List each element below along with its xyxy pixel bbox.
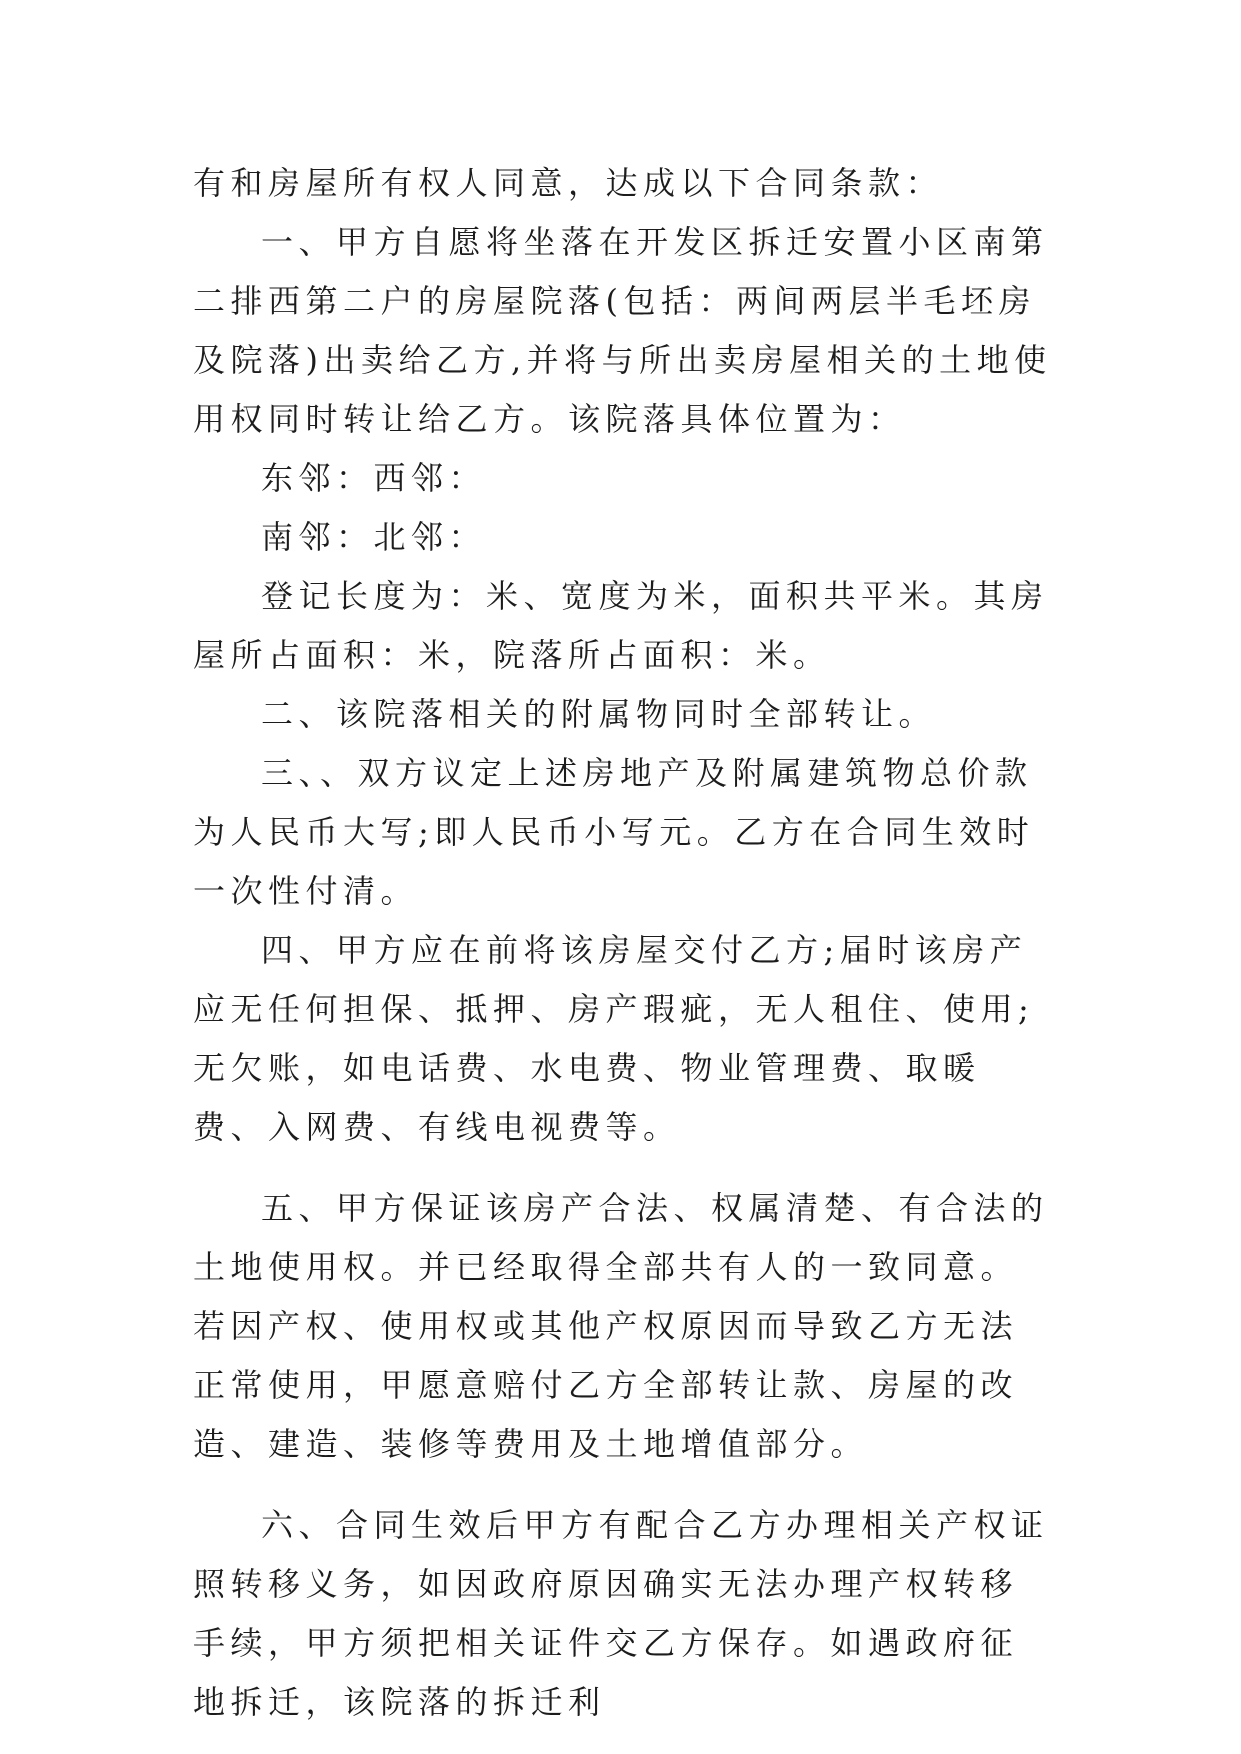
paragraph-spacer	[193, 1157, 1053, 1179]
paragraph-clause-1: 一、甲方自愿将坐落在开发区拆迁安置小区南第二排西第二户的房屋院落(包括：两间两层半毛坯房及院落)出卖给乙方,并将与所出卖房屋相关的土地使用权同时转让给乙方。该院落具体位置为：	[193, 223, 1052, 438]
paragraph-intro: 有和房屋所有权人同意，达成以下合同条款：	[193, 164, 944, 202]
paragraph-clause-2: 二、该院落相关的附属物同时全部转让。	[261, 695, 937, 733]
paragraph-clause-4: 四、甲方应在前将该房屋交付乙方;届时该房产应无任何担保、抵押、房产瑕疵，无人租住、使用;无欠账，如电话费、水电费、物业管理费、取暖费、入网费、有线电视费等。	[193, 931, 1035, 1146]
paragraph-clause-3: 三、、双方议定上述房地产及附属建筑物总价款为人民币大写;即人民币小写元。乙方在合同生效时一次性付清。	[193, 754, 1035, 910]
document-body	[193, 154, 1053, 1732]
paragraph-east-west-neighbors: 东邻：西邻：	[261, 459, 487, 497]
paragraph-south-north-neighbors: 南邻：北邻：	[261, 518, 487, 556]
paragraph-spacer	[193, 1474, 1053, 1496]
paragraph-dimensions: 登记长度为：米、宽度为米，面积共平米。其房屋所占面积：米，院落所占面积：米。	[193, 577, 1049, 674]
paragraph-clause-5: 五、甲方保证该房产合法、权属清楚、有合法的土地使用权。并已经取得全部共有人的一致同意。若因产权、使用权或其他产权原因而导致乙方无法正常使用，甲愿意赔付乙方全部转让款、房屋的改造、建造、装修等费用及土地增值部分。	[193, 1189, 1049, 1463]
paragraph-clause-6: 六、合同生效后甲方有配合乙方办理相关产权证照转移义务，如因政府原因确实无法办理产权转移手续，甲方须把相关证件交乙方保存。如遇政府征地拆迁，该院落的拆迁利	[193, 1506, 1049, 1721]
